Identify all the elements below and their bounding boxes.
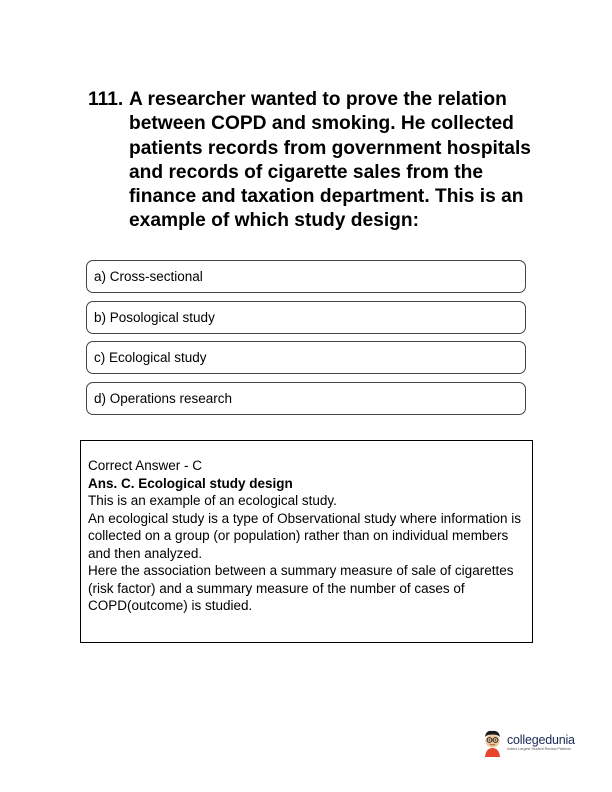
option-d[interactable]: d) Operations research: [86, 382, 526, 415]
explanation-line: This is an example of an ecological study.: [88, 493, 337, 508]
option-b[interactable]: b) Posological study: [86, 301, 526, 334]
option-a[interactable]: a) Cross-sectional: [86, 260, 526, 293]
explanation-line: Here the association between a summary measure of sale of cigarettes (risk factor) and a summary measure of the number of cases of COPD(outcome) is studied.: [88, 563, 514, 613]
question: [88, 88, 548, 234]
options-list: [86, 260, 526, 422]
question-number: 111.: [88, 89, 124, 110]
question-text: A researcher wanted to prove the relation between COPD and smoking. He collected patients records from government hospitals and records of cigarette sales from the finance and taxation department. This is an example of which study design:: [129, 89, 531, 232]
answer-box: [80, 440, 533, 643]
explanation-line: An ecological study is a type of Observational study where information is collected on a group (or population) rather than on individual members and then analyzed.: [88, 510, 521, 561]
mascot-icon: [480, 728, 504, 758]
answer-title: Ans. C. Ecological study design: [88, 475, 293, 491]
logo-name: collegedunia: [507, 733, 575, 747]
logo-tagline: India's Largest Student Review Platform: [507, 747, 571, 751]
option-c[interactable]: c) Ecological study: [86, 341, 526, 374]
correct-answer-line: Correct Answer - C: [88, 458, 203, 473]
collegedunia-logo: [480, 728, 575, 758]
